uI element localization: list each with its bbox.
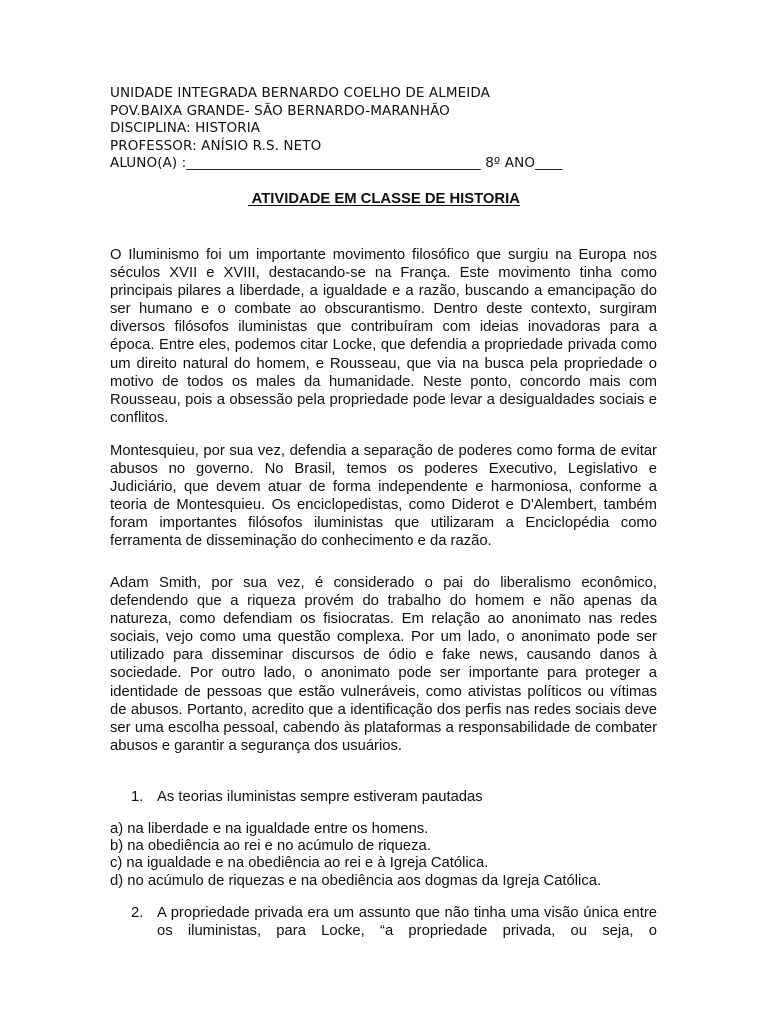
option-c: c) na igualdade e na obediência ao rei e à Igreja Católica. <box>110 855 489 872</box>
option-b: b) na obediência ao rei e no acúmulo de riqueza. <box>110 838 431 855</box>
question-2-number: 2. <box>131 905 144 921</box>
question-1-text: As teorias iluministas sempre estiveram pautadas <box>157 789 483 805</box>
teacher-line: PROFESSOR: ANÍSIO R.S. NETO <box>110 137 322 154</box>
activity-title: ATIVIDADE EM CLASSE DE HISTORIA <box>248 191 520 207</box>
student-name-line: ALUNO(A) :___________________________________________ 8º ANO____ <box>110 155 563 172</box>
paragraph-montesquieu: Montesquieu, por sua vez, defendia a separação de poderes como forma de evitar abusos no governo. No Brasil, temos os poderes Executivo, Legislativo e Judiciário, que devem atuar de forma independente e harmoniosa, conforme a teoria de Montesquieu. Os enciclopedistas, como Diderot e D'Alembert, também foram importantes filósofos iluministas que utilizaram a Enciclopédia como ferramenta de disseminação do conhecimento e da razão. <box>110 443 657 550</box>
option-a: a) na liberdade e na igualdade entre os homens. <box>110 821 429 837</box>
option-d: d) no acúmulo de riquezas e na obediência aos dogmas da Igreja Católica. <box>110 872 602 889</box>
school-header <box>110 85 660 173</box>
question-1-number: 1. <box>131 789 144 805</box>
paragraph-iluminismo: O Iluminismo foi um importante movimento filosófico que surgiu na Europa nos séculos XVII e XVIII, destacando-se na França. Este movimento tinha como principais pilares a liberdade, a igualdade e a razão, buscando a emancipação do ser humano e o combate ao obscurantismo. Dentro deste contexto, surgiram diversos filósofos iluministas que contribuíram com ideias inovadoras para a época. Entre eles, podemos citar Locke, que defendia a propriedade privada como um direito natural do homem, e Rousseau, que via na busca pela propriedade o motivo de todos os males da humanidade. Neste ponto, concordo mais com Rousseau, pois a obsessão pela propriedade pode levar a desigualdades sociais e conflitos. <box>110 247 657 426</box>
school-location: POV.BAIXA GRANDE- SÃO BERNARDO-MARANHÃO <box>110 102 450 119</box>
discipline-line: DISCIPLINA: HISTORIA <box>110 120 261 137</box>
paragraph-adam-smith: Adam Smith, por sua vez, é considerado o pai do liberalismo econômico, defendendo que a riqueza provém do trabalho do homem e não apenas da natureza, como defendiam os fisiocratas. Em relação ao anonimato nas redes sociais, vejo como uma questão complexa. Por um lado, o anonimato pode ser utilizado para disseminar discursos de ódio e fake news, causando danos à sociedade. Por outro lado, o anonimato pode ser importante para proteger a identidade de pessoas que estão vulneráveis, como ativistas políticos ou vítimas de abusos. Portanto, acredito que a identificação dos perfis nas redes sociais deve ser uma escolha pessoal, cabendo às plataformas a responsabilidade de combater abusos e garantir a segurança dos usuários. <box>110 575 657 754</box>
question-1 <box>131 788 651 806</box>
question-2-text: A propriedade privada era um assunto que não tinha uma visão única entre os iluministas, para Locke, “a propriedade privada, ou seja, o <box>157 905 657 940</box>
school-name: UNIDADE INTEGRADA BERNARDO COELHO DE ALMEIDA <box>110 85 490 101</box>
question-1-options <box>110 821 657 890</box>
